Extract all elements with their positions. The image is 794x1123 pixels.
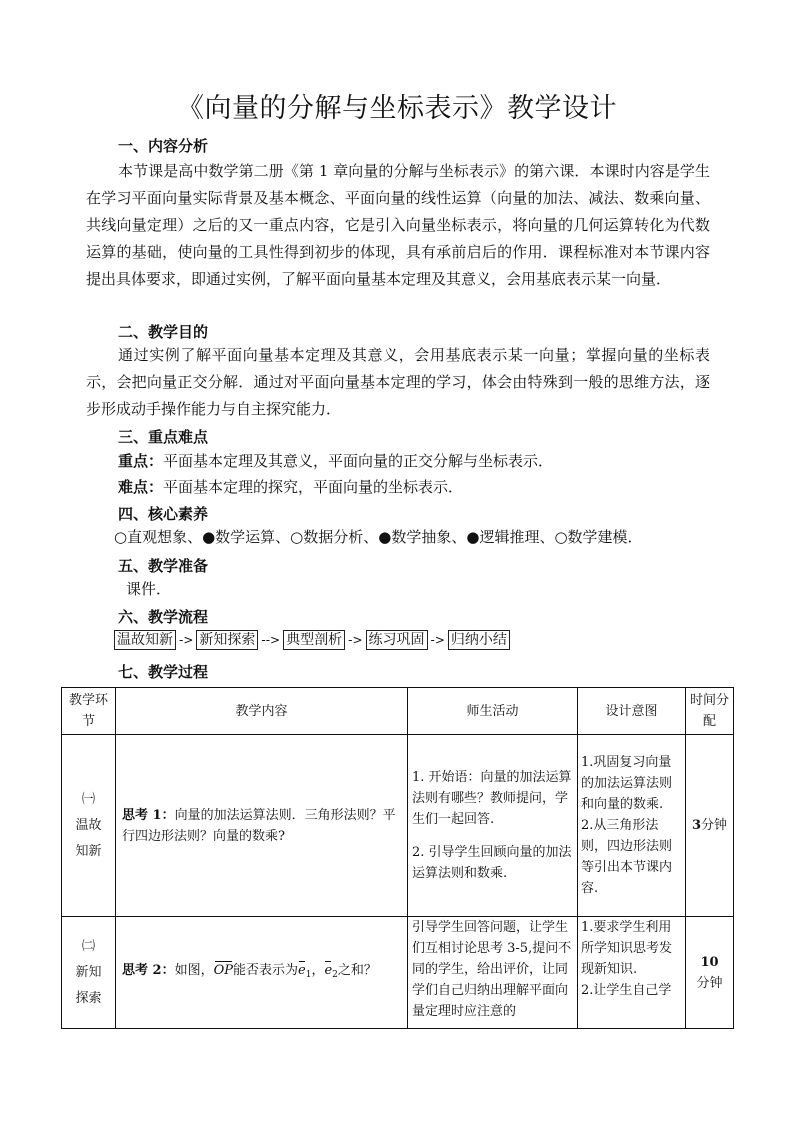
- subscript: 1: [305, 969, 312, 980]
- intent-cell: 1.要求学生利用所学知识思考发现新知识. 2.让学生自己学: [578, 917, 686, 1029]
- content-analysis-paragraph: 本节课是高中数学第二册《第 1 章向量的分解与坐标表示》的第六课．本课时内容是学生在学习平面向量实际背景及基本概念、平面向量的线性运算（向量的加法、减法、数乘向量、共线向量定理）之后的又一重点内容，它是引入向量坐标表示，将向量的几何运算转化为代数运算的基础，使向量的工具性得到初步的体现，具有承前启后的作用．课程标准对本节课内容提出具体要求，即通过实例，了解平面向量基本定理及其意义，会用基底表示某一向量．: [86, 162, 710, 288]
- section-heading-key-points: 三、重点难点: [118, 428, 209, 446]
- section-heading-teaching-goals: 二、教学目的: [118, 323, 209, 341]
- table-row: [62, 917, 734, 1029]
- stage-cell: [62, 917, 116, 1029]
- stage-number: ㈡: [81, 938, 95, 954]
- thinking-label: 思考 2：: [122, 962, 175, 978]
- separator: ，: [311, 962, 325, 978]
- flow-step-practice: 练习巩固: [366, 630, 428, 650]
- activity-step: 1. 开始语：向量的加法运算法则有哪些？教师提问，学生们一起回答.: [412, 770, 572, 827]
- subscript: 2: [332, 969, 338, 980]
- flow-step-examples: 典型剖析: [283, 630, 345, 650]
- difficulty-line: [118, 475, 463, 499]
- section-heading-flow: 六、教学流程: [118, 608, 209, 626]
- flow-arrow: ->: [430, 633, 445, 647]
- preparation-text: 课件．: [126, 580, 172, 598]
- flow-step-explore: 新知探索: [196, 630, 258, 650]
- time-value: 10: [700, 954, 719, 970]
- section-heading-core-literacy: 四、核心素养: [118, 505, 209, 523]
- section-heading-preparation: 五、教学准备: [118, 557, 209, 575]
- key-point-label: 重点：: [118, 452, 164, 470]
- flow-arrow: ->: [348, 633, 363, 647]
- key-point-line: [118, 449, 553, 473]
- flow-arrow: -->: [261, 633, 281, 647]
- header-activity: 师生活动: [408, 688, 578, 735]
- thinking-text: 如图，: [174, 962, 214, 978]
- core-literacy-list: ○直观想象、●数学运算、○数据分析、●数学抽象、●逻辑推理、○数学建模．: [114, 528, 643, 546]
- stage-cell: [62, 735, 116, 917]
- teaching-flow: [114, 630, 510, 650]
- table-row: [62, 735, 734, 917]
- header-content: 教学内容: [116, 688, 408, 735]
- time-cell: [686, 917, 734, 1029]
- thinking-text: 之和？: [337, 962, 377, 978]
- content-cell: [116, 917, 408, 1029]
- table-header-row: [62, 688, 734, 735]
- thinking-text: 能否表示为: [233, 962, 299, 978]
- difficulty-text: 平面基本定理的探究，平面向量的坐标表示．: [163, 478, 464, 496]
- header-time: 时间分配: [686, 688, 734, 735]
- teaching-process-table: [61, 687, 734, 1029]
- thinking-label: 思考 1：: [122, 807, 175, 823]
- difficulty-label: 难点：: [118, 478, 164, 496]
- activity-cell: [408, 735, 578, 917]
- section-heading-content-analysis: 一、内容分析: [118, 137, 209, 155]
- activity-cell: 引导学生回答问题，让学生们互相讨论思考 3-5,提问不同的学生，给出评价，让同学们自己归纳出理解平面向量定理时应注意的: [408, 917, 578, 1029]
- document-title: 《向量的分解与坐标表示》教学设计: [177, 93, 617, 124]
- vector-e1: e: [298, 960, 306, 981]
- time-unit: 分钟: [701, 818, 728, 833]
- thinking-text: 向量的加法运算法则．三角形法则？平行四边形法则？向量的数乘?: [122, 807, 396, 844]
- time-value: 3: [691, 818, 702, 833]
- header-intent: 设计意图: [578, 688, 686, 735]
- time-cell: [686, 735, 734, 917]
- header-stage: 教学环节: [62, 688, 116, 735]
- key-point-text: 平面基本定理及其意义，平面向量的正交分解与坐标表示．: [163, 452, 554, 470]
- flow-arrow: ->: [179, 633, 194, 647]
- vector-op: OP: [214, 960, 233, 981]
- time-unit: 分钟: [696, 975, 723, 991]
- intent-cell: 1.巩固复习向量的加法运算法则和向量的数乘. 2.从三角形法则，四边形法则等引出本节课内容.: [578, 735, 686, 917]
- flow-step-summary: 归纳小结: [448, 630, 510, 650]
- stage-name: 新知探索: [75, 964, 102, 1006]
- stage-number: ㈠: [81, 791, 95, 807]
- content-cell: [116, 735, 408, 917]
- flow-step-review: 温故知新: [114, 630, 176, 650]
- section-heading-process: 七、教学过程: [118, 663, 209, 681]
- teaching-goals-paragraph: 通过实例了解平面向量基本定理及其意义，会用基底表示某一向量；掌握向量的坐标表示，会把向量正交分解．通过对平面向量基本定理的学习，体会由特殊到一般的思维方法，逐步形成动手操作能力与自主探究能力．: [86, 346, 710, 418]
- stage-name: 温故知新: [75, 817, 102, 859]
- vector-e2: e: [324, 960, 332, 981]
- activity-step: 2. 引导学生回顾向量的加法运算法则和数乘.: [412, 845, 572, 881]
